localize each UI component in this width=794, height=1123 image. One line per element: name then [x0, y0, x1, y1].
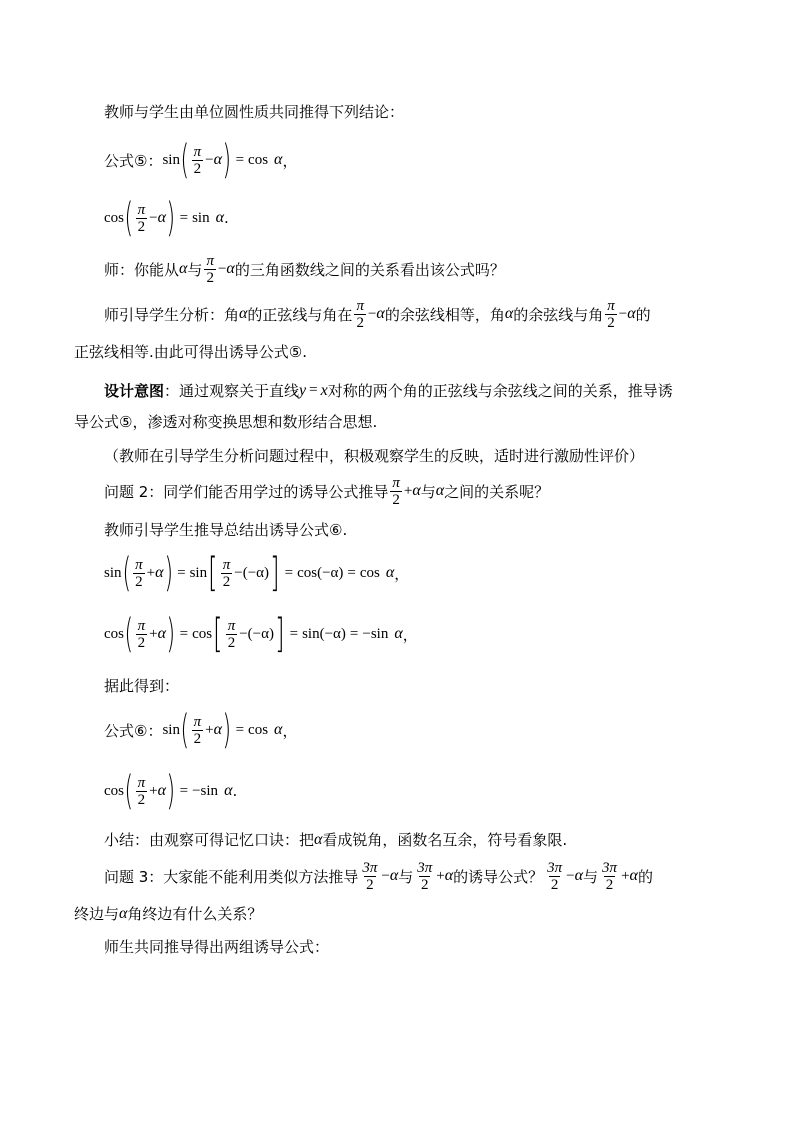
derivation-cos: cos ( $\frac{\pi}{2}$ + α ) = cos [ $\frac{\pi}{2}$ − (−α) ] = sin(−α) = − sin α ， — [104, 611, 418, 657]
teacher-question: 师：你能从 α 与 $\frac{\pi}{2}$ − α 的三角函数线之间的关系看出该公式吗？ — [104, 252, 505, 286]
derive-formula-6: 教师引导学生推导总结出诱导公式⑥. — [104, 521, 348, 539]
guide-analysis: 师引导学生分析：角 α 的正弦线与角在 $\frac{\pi}{2}$ − α 的余弦线相等，角 α 的余弦线与角 $\frac{\pi}{2}$ − α 的 — [104, 297, 651, 331]
teacher-note: （教师在引导学生分析问题过程中，积极观察学生的反映，适时进行激励性评价） — [104, 447, 645, 465]
formula-6-sin: 公式⑥： sin ( $\frac{\pi}{2}$ + α ) = cos α ， — [104, 707, 298, 753]
guide-conclusion: 正弦线相等.由此可得出诱导公式⑤. — [74, 343, 307, 361]
therefore: 据此得到： — [104, 677, 180, 695]
question-3: 问题 3：大家能不能利用类似方法推导 $\frac{3\pi}{2}$ − α 与 $\frac{3\pi}{2}$ + α 的诱导公式？ $\frac{3\pi}{2}$ − α 与 $\frac{3\pi}{2}$ + α 的 — [104, 859, 653, 893]
summary: 小结：由观察可得记忆口诀：把 α 看成锐角，函数名互余，符号看象限. — [104, 830, 568, 849]
question-2: 问题 2：同学们能否用学过的诱导公式推导 $\frac{\pi}{2}$ + α 与 α 之间的关系呢？ — [104, 474, 550, 508]
design-intent: 设计意图 ：通过观察关于直线 y = x 对称的两个角的正弦线与余弦线之间的关系，推导诱 — [104, 381, 673, 400]
formula-5-sin: 公式⑤： sin ( $\frac{\pi}{2}$ − α ) = cos α ， — [104, 137, 298, 183]
derivation-sin: sin ( $\frac{\pi}{2}$ + α ) = sin [ $\frac{\pi}{2}$ − (−α) ] = cos(−α) = cos α ， — [104, 550, 410, 596]
formula-5-cos: cos ( $\frac{\pi}{2}$ − α ) = sin α . — [104, 195, 229, 241]
intro-text: 教师与学生由单位圆性质共同推得下列结论： — [104, 103, 405, 121]
question-3-cont: 终边与 α 角终边有什么关系？ — [74, 904, 263, 923]
formula-6-cos: cos ( $\frac{\pi}{2}$ + α ) = − sin α . — [104, 768, 238, 814]
final-statement: 师生共同推导得出两组诱导公式： — [104, 938, 330, 956]
design-intent-cont: 导公式⑤，渗透对称变换思想和数形结合思想. — [74, 413, 378, 431]
